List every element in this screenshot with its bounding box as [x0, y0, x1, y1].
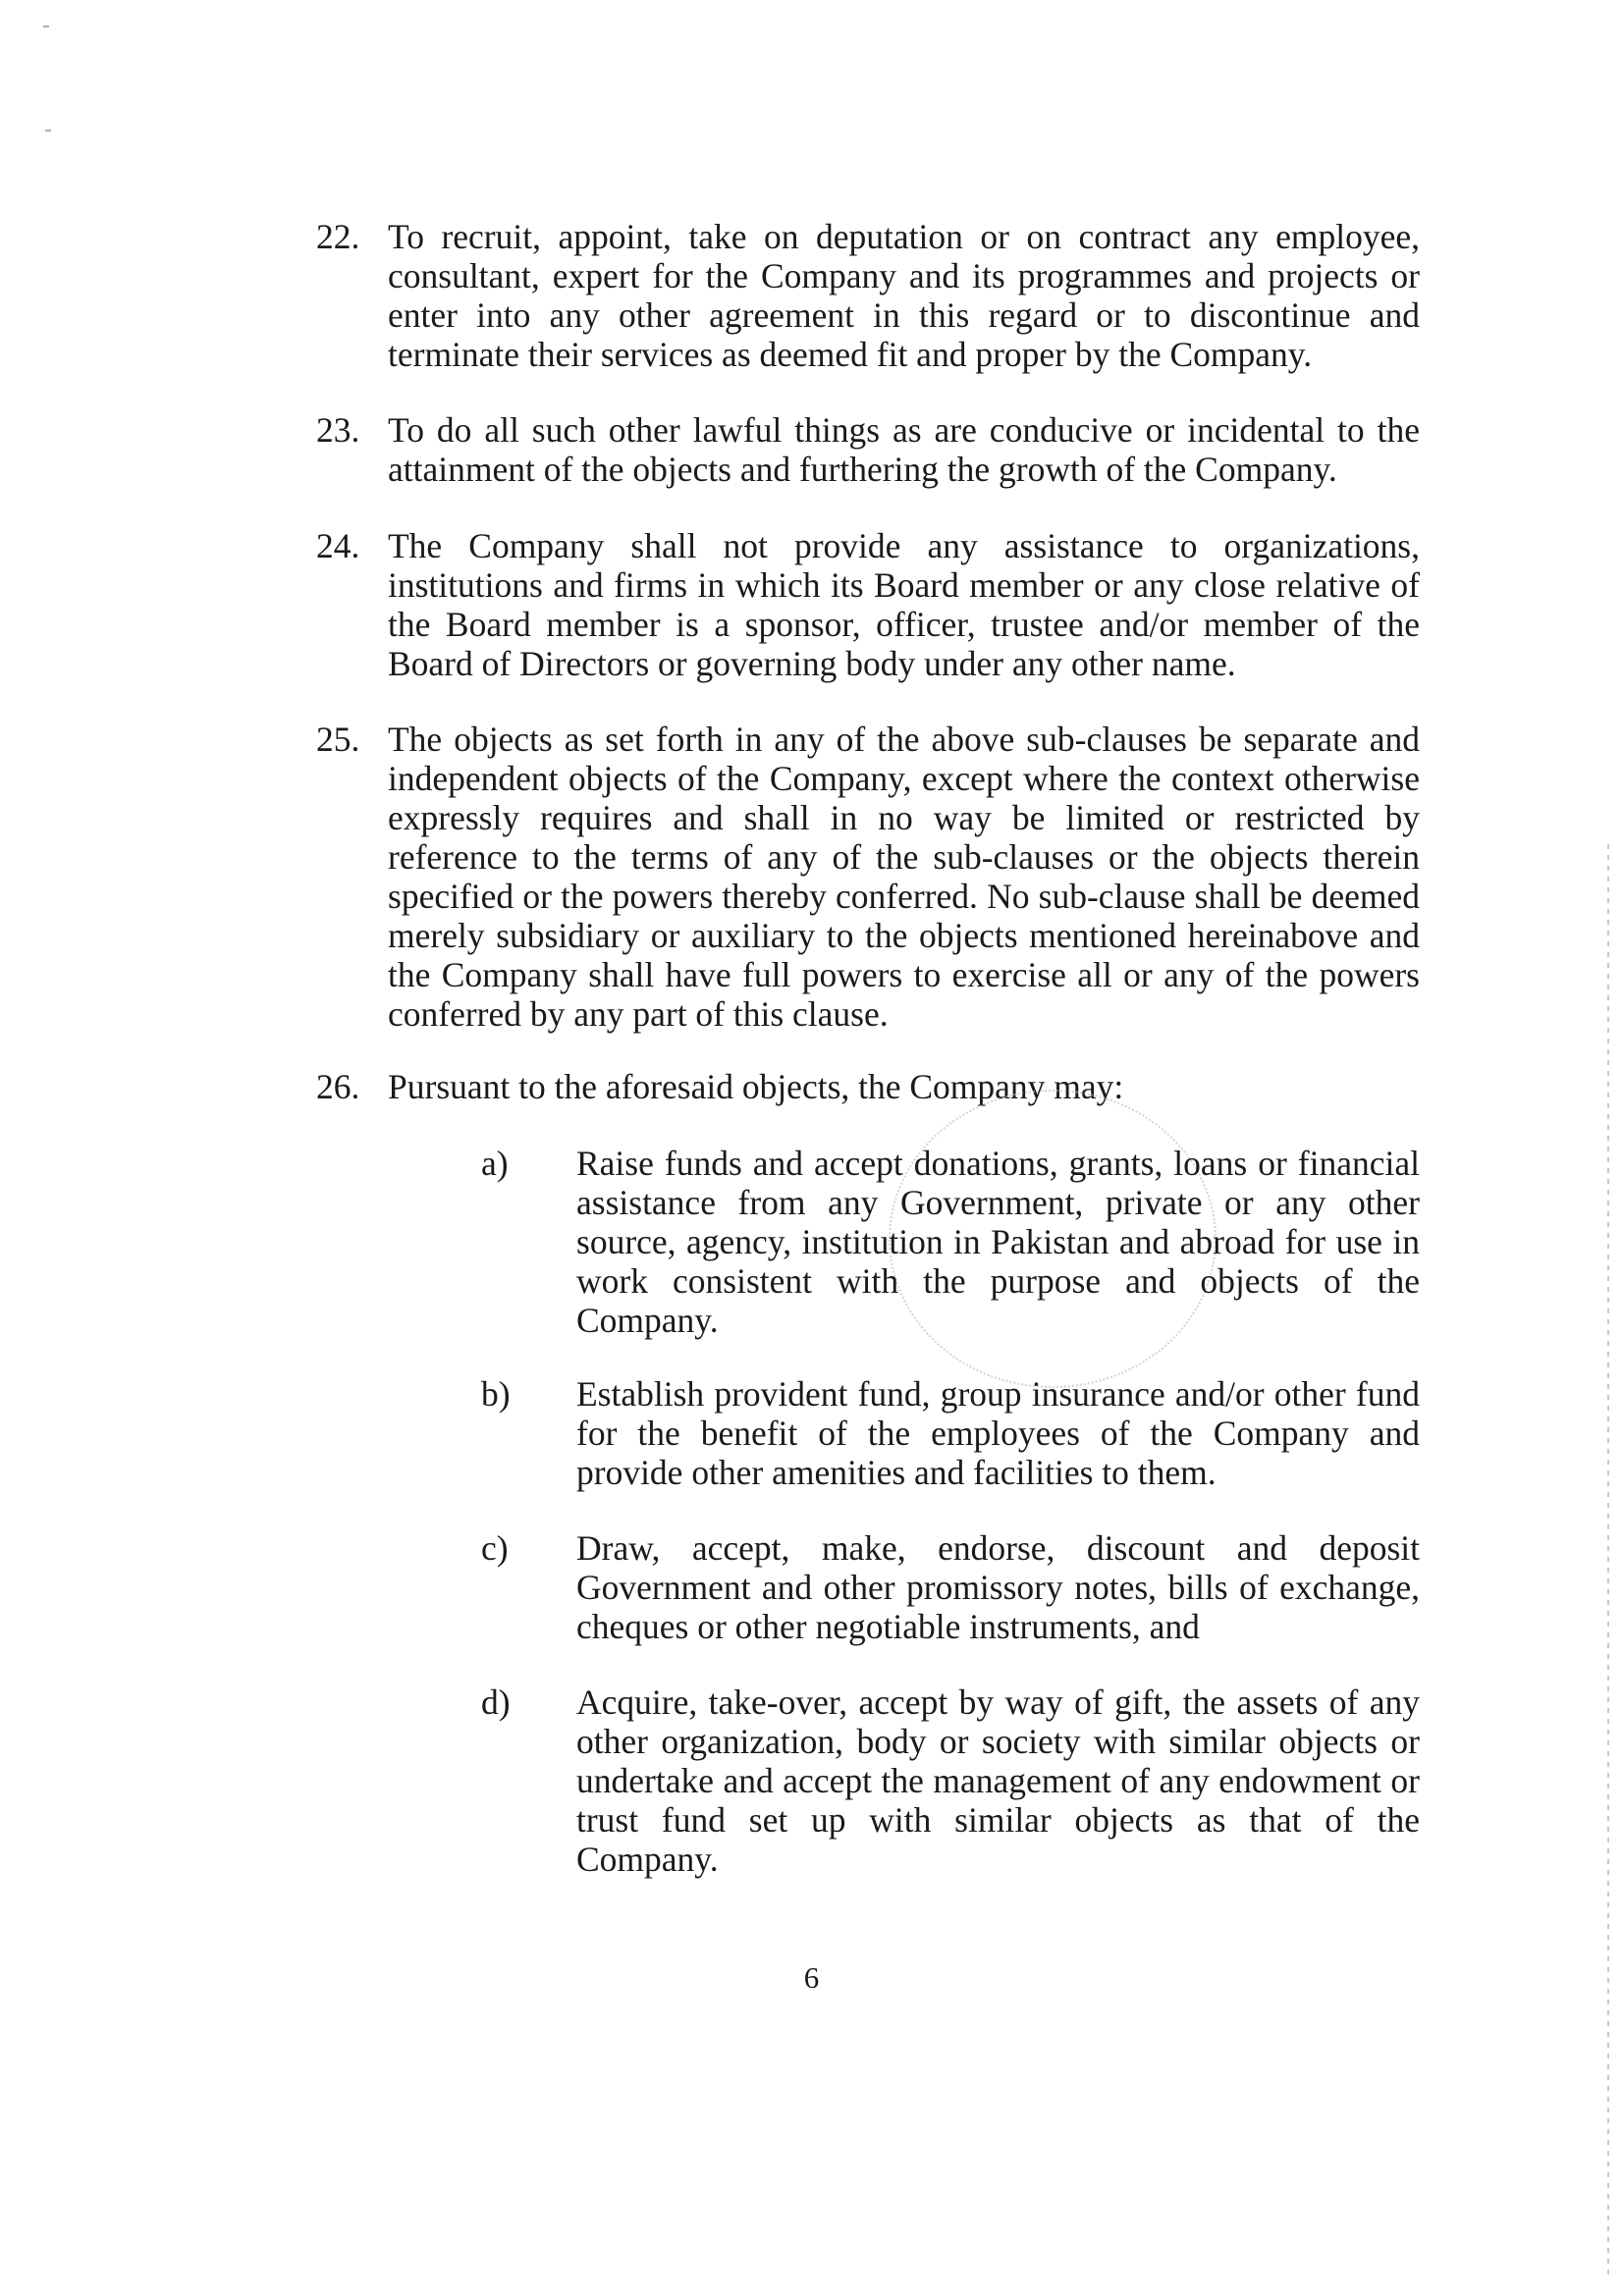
clause-number: 26.	[316, 1067, 360, 1106]
sub-clause-text: Raise funds and accept donations, grants, loans or financial assistance from any Government, private or any other source, agency, institution in Pakistan and abroad for use in work consistent with the purpose and objects of the Company.	[576, 1144, 1420, 1340]
sub-clause-letter: a)	[481, 1144, 509, 1183]
clause-text: Pursuant to the aforesaid objects, the Company may:	[388, 1067, 1124, 1106]
clause-text: The Company shall not provide any assistance to organizations, institutions and firms in which its Board member or any close relative of the Board member is a sponsor, officer, trustee and/or member of the Board of Directors or governing body under any other name.	[388, 526, 1420, 683]
clause-number: 24.	[316, 526, 360, 565]
clause-text: To do all such other lawful things as are conducive or incidental to the attainment of the objects and furthering the growth of the Company.	[388, 410, 1420, 489]
clause-text: The objects as set forth in any of the above sub-clauses be separate and independent objects of the Company, except where the context otherwise expressly requires and shall in no way be limited or restricted by reference to the terms of any of the sub-clauses or the objects therein specified or the powers thereby conferred. No sub-clause shall be deemed merely subsidiary or auxiliary to the objects mentioned hereinabove and the Company shall have full powers to exercise all or any of the powers conferred by any part of this clause.	[388, 720, 1420, 1034]
page-number: 6	[803, 1960, 820, 1995]
sub-clause-letter: b)	[481, 1374, 511, 1414]
sub-clause-text: Acquire, take-over, accept by way of gift, the assets of any other organization, body or society with similar objects or undertake and accept the management of any endowment or trust fund set up with similar objects as that of the Company.	[576, 1682, 1420, 1879]
sub-clause-letter: c)	[481, 1528, 509, 1568]
scan-edge-line	[1607, 844, 1609, 2277]
clause-number: 25.	[316, 720, 360, 759]
scan-speck	[43, 26, 49, 27]
scan-speck	[45, 130, 51, 132]
clause-text: To recruit, appoint, take on deputation or on contract any employee, consultant, expert for the Company and its programmes and projects or enter into any other agreement in this regard or to discontinue and terminate their services as deemed fit and proper by the Company.	[388, 217, 1420, 374]
clause-number: 22.	[316, 217, 360, 256]
sub-clause-text: Establish provident fund, group insurance and/or other fund for the benefit of the employees of the Company and provide other amenities and facilities to them.	[576, 1374, 1420, 1492]
sub-clause-letter: d)	[481, 1682, 511, 1722]
clause-number: 23.	[316, 410, 360, 450]
sub-clause-text: Draw, accept, make, endorse, discount and deposit Government and other promissory notes, bills of exchange, cheques or other negotiable instruments, and	[576, 1528, 1420, 1646]
